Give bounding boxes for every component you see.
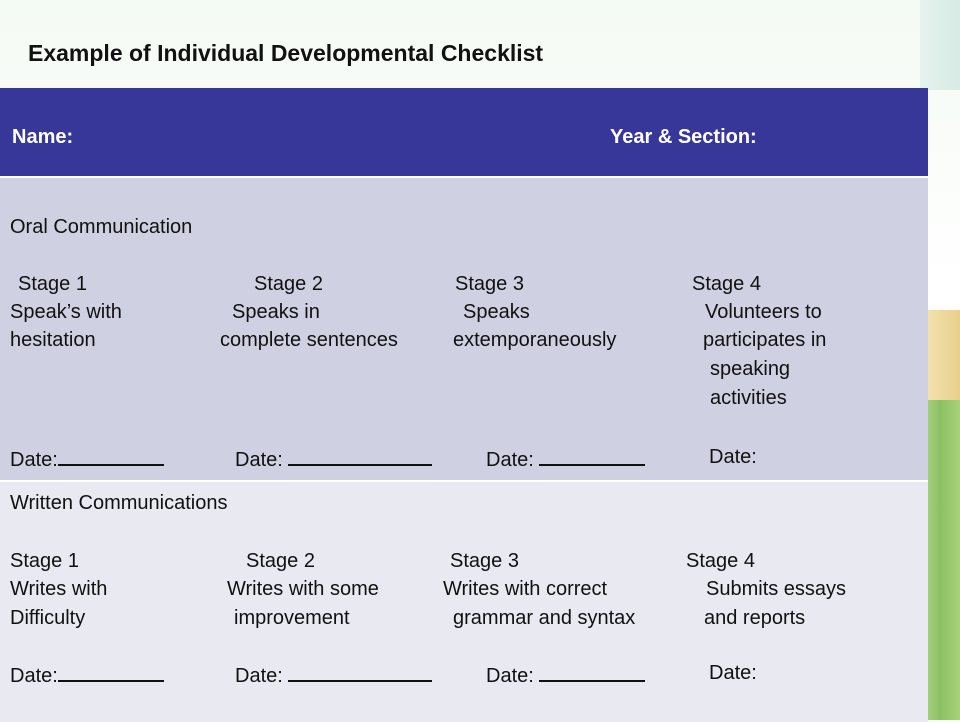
section-heading: Oral Communication	[10, 216, 193, 238]
checklist-table	[0, 88, 928, 722]
stage-label: Stage 1	[18, 273, 87, 295]
stage-label: Stage 4	[692, 273, 761, 295]
stage-description: Writes with	[10, 578, 108, 600]
date-field: Date:	[235, 446, 432, 472]
stage-description: hesitation	[10, 329, 96, 351]
date-field: Date:	[10, 662, 164, 688]
decor-top-strip	[920, 0, 960, 90]
date-field: Date:	[486, 662, 645, 688]
stage-label: Stage 4	[686, 550, 755, 572]
year-section-label: Year & Section:	[610, 126, 757, 148]
stage-description: Writes with correct	[443, 578, 608, 600]
page-title: Example of Individual Developmental Checklist	[28, 40, 544, 66]
stage-description: speaking	[710, 358, 791, 380]
stage-description: Speaks in	[232, 301, 320, 323]
stage-description: grammar and syntax	[453, 607, 636, 629]
stage-label: Stage 2	[254, 273, 323, 295]
stage-description: Speaks	[463, 301, 530, 323]
stage-label: Stage 3	[450, 550, 519, 572]
table-header	[0, 88, 928, 178]
stage-description: extemporaneously	[453, 329, 617, 351]
section-heading: Written Communications	[10, 492, 228, 514]
stage-label: Stage 3	[455, 273, 524, 295]
stage-description: Volunteers to	[705, 301, 822, 323]
date-field: Date:	[10, 446, 164, 472]
stage-description: Submits essays	[706, 578, 847, 600]
written-communications-section	[0, 482, 928, 722]
date-field: Date:	[709, 446, 757, 468]
oral-communication-section	[0, 178, 928, 482]
date-field: Date:	[709, 662, 757, 684]
stage-description: complete sentences	[220, 329, 398, 351]
stage-description: Speak’s with	[10, 301, 122, 323]
stage-description: Difficulty	[10, 607, 86, 629]
stage-description: improvement	[234, 607, 350, 629]
date-field: Date:	[235, 662, 432, 688]
stage-description: activities	[710, 387, 787, 409]
date-field: Date:	[486, 446, 645, 472]
stage-description: Writes with some	[227, 578, 379, 600]
stage-description: and reports	[704, 607, 806, 629]
stage-label: Stage 2	[246, 550, 315, 572]
stage-label: Stage 1	[10, 550, 79, 572]
name-label: Name:	[12, 126, 74, 148]
stage-description: participates in	[703, 329, 827, 351]
